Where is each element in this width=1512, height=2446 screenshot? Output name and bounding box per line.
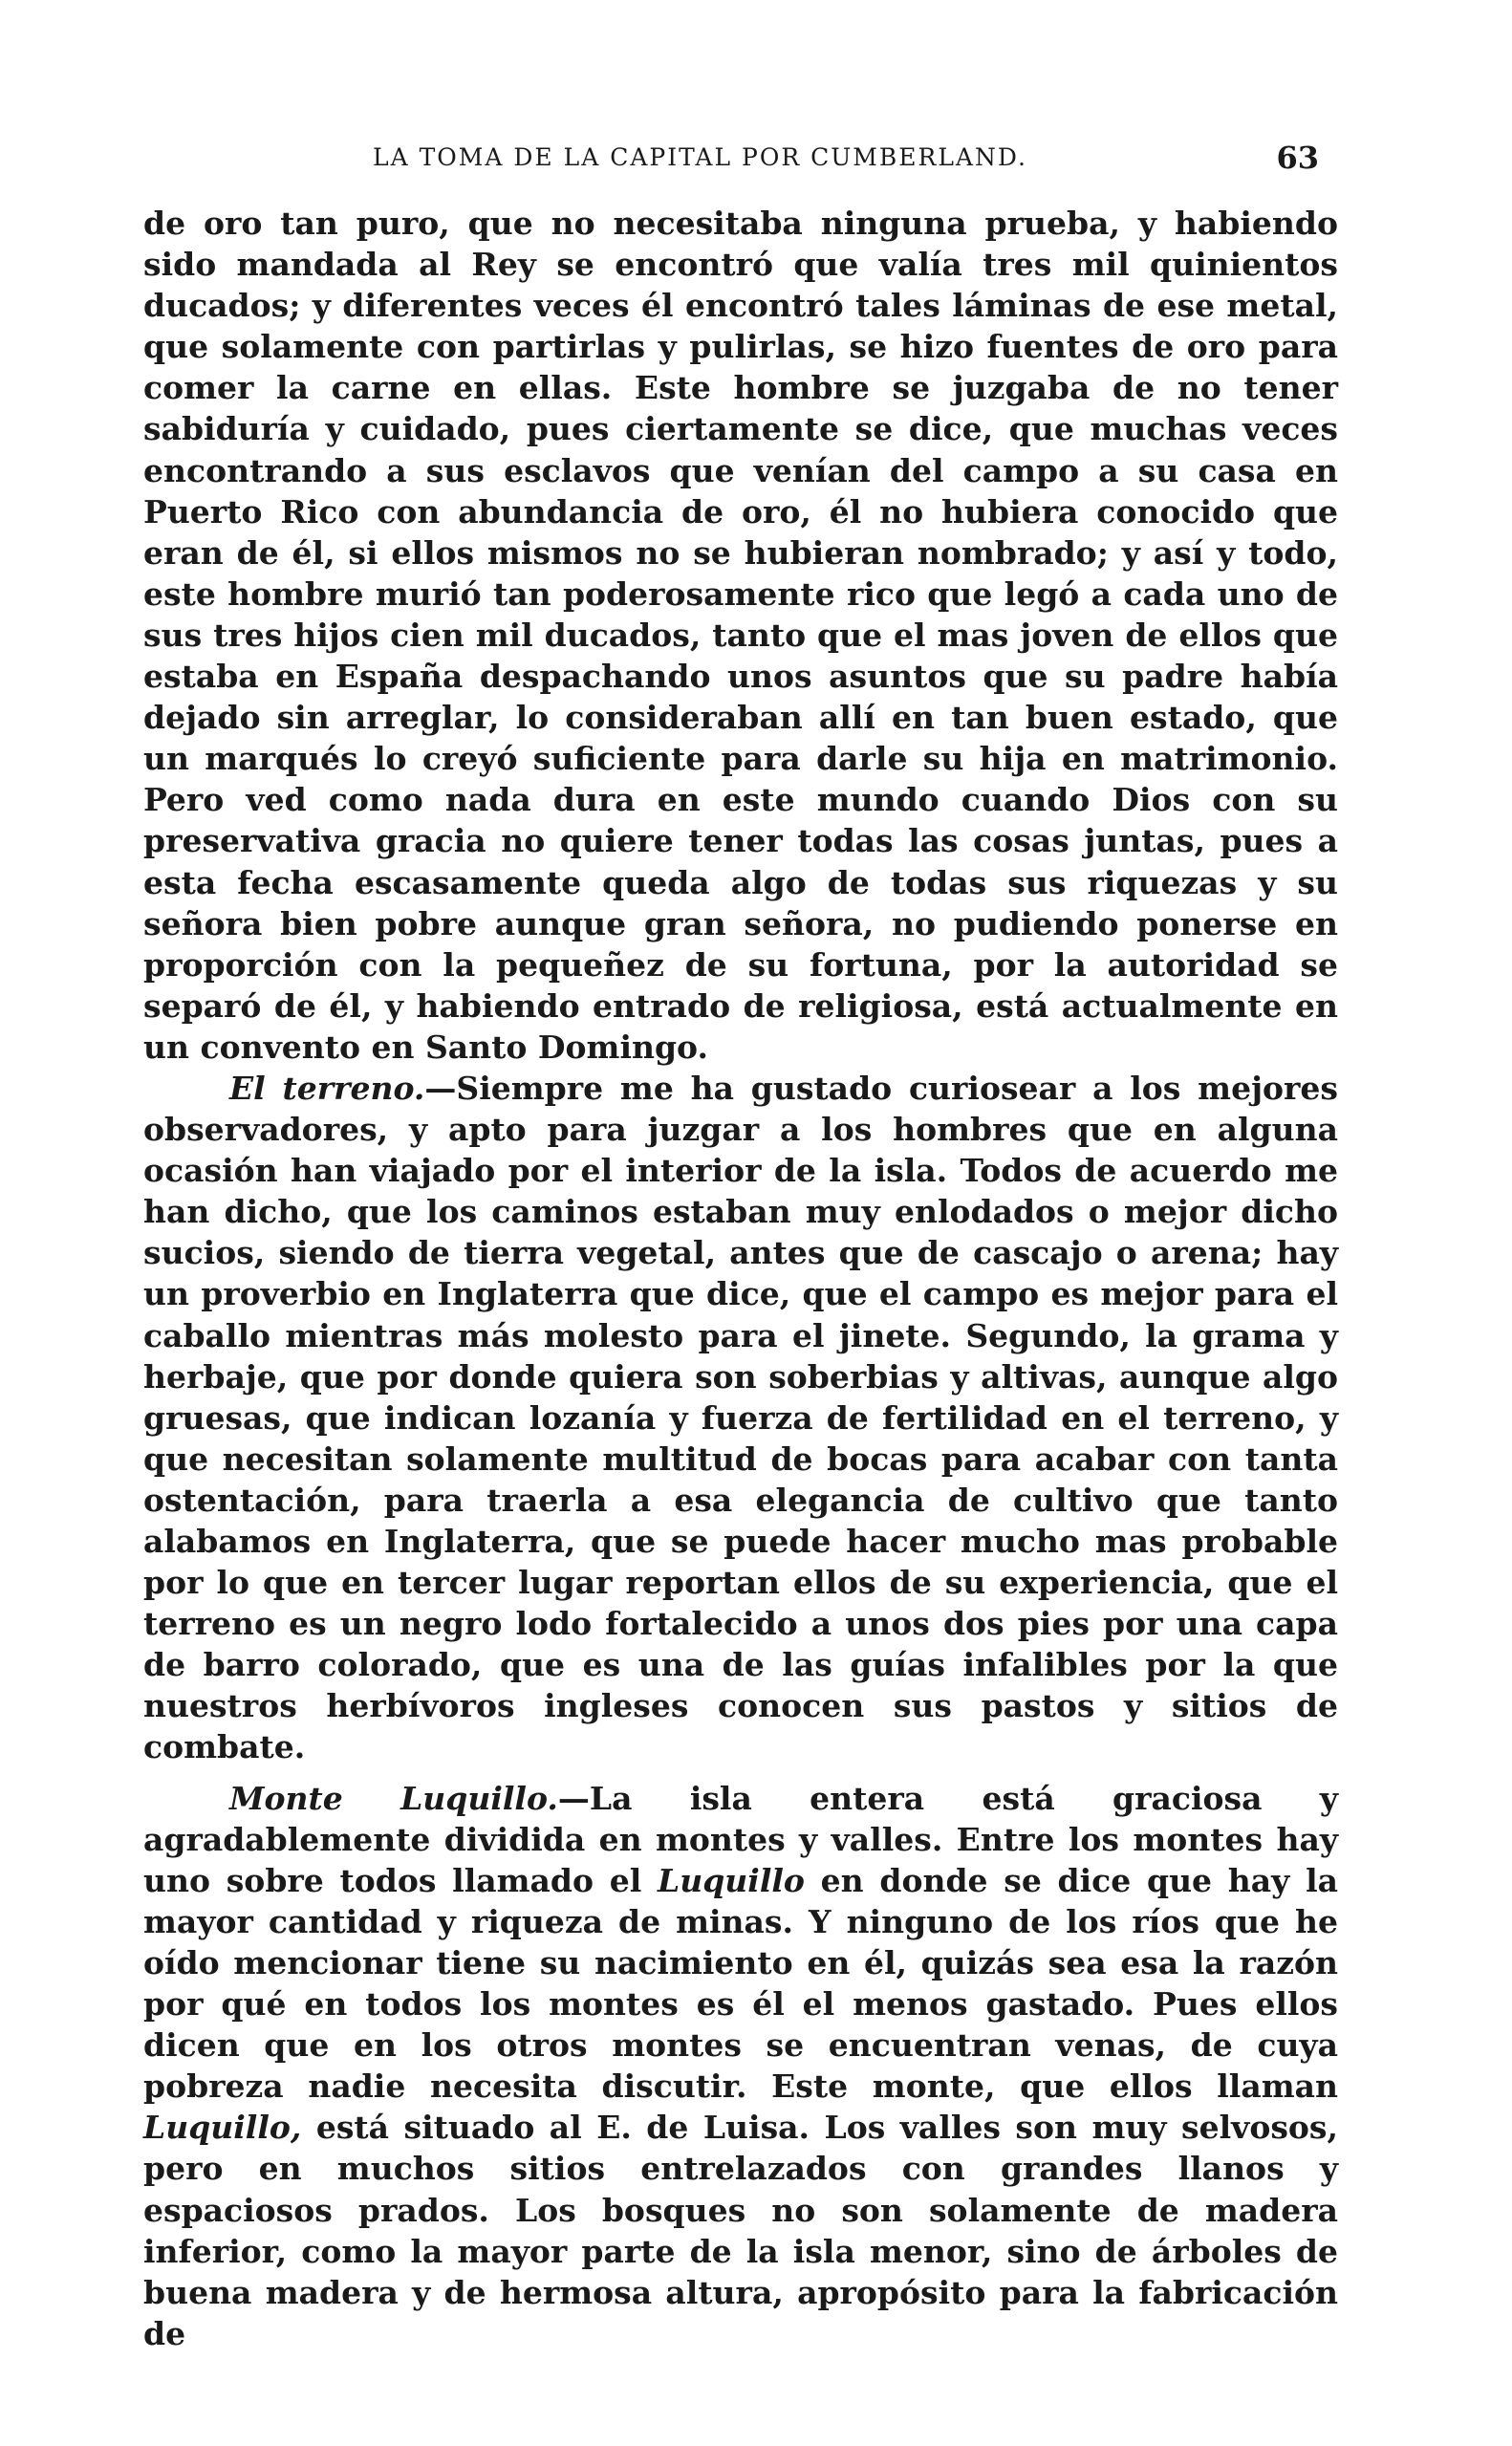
paragraph-monte-luquillo-text-a: —La isla entera está graciosa y agradablemente dividida en montes y valles. Entre los montes hay uno sobre todos llamado el	[143, 1779, 1338, 1899]
page-number: 63	[1276, 140, 1319, 176]
place-name-luquillo-second: Luquillo,	[143, 2109, 302, 2147]
paragraph-el-terreno-text: —Siempre me ha gustado curiosear a los mejores observadores, y apto para juzgar a los hombres que en alguna ocasión han viajado por el interior de la isla. Todos de acuerdo me han dicho, que los caminos estaban muy enlodados o mejor dicho sucios, siendo de tierra vegetal, antes que de cascajo o arena; hay un proverbio en Inglaterra que dice, que el campo es mejor para el caballo mientras más molesto para el jinete. Segundo, la grama y herbaje, que por donde quiera son soberbias y altivas, aunque algo gruesas, que indican lozanía y fuerza de fertilidad en el terreno, y que necesitan solamente multitud de bocas para acabar con tanta ostentación, para traerla a esa elegancia de cultivo que tanto alabamos en Inglaterra, que se puede hacer mucho mas probable por lo que en tercer lugar reportan ellos de su experiencia, que el terreno es un negro lodo fortalecido a unos dos pies por una capa de barro colorado, que es una de las guías infalibles por la que nuestros herbívoros ingleses conocen sus pastos y sitios de combate.	[143, 1069, 1338, 1766]
paragraph-monte-luquillo	[143, 1778, 1338, 2354]
section-heading-monte-luquillo: Monte Luquillo.	[229, 1779, 558, 1817]
paragraph-monte-luquillo-text-b: en donde se dice que hay la mayor cantidad y riqueza de minas. Y ninguno de los ríos que he oído mencionar tiene su nacimiento en él, quizás sea esa la razón por qué en todos los montes es él el menos gastado. Pues ellos dicen que en los otros montes se encuentran venas, de cuya pobreza nadie necesita discutir. Este monte, que ellos llaman	[143, 1861, 1338, 2106]
section-heading-el-terreno: El terreno.	[229, 1069, 425, 1107]
paragraph-gold-story-text: de oro tan puro, que no necesitaba ninguna prueba, y habiendo sido mandada al Rey se encontró que valía tres mil quinientos ducados; y diferentes veces él encontró tales láminas de ese metal, que solamente con partirlas y pulirlas, se hizo fuentes de oro para comer la carne en ellas. Este hombre se juzgaba de no tener sabiduría y cuidado, pues ciertamente se dice, que muchas veces encontrando a sus esclavos que venían del campo a su casa en Puerto Rico con abundancia de oro, él no hubiera conocido que eran de él, si ellos mismos no se hubieran nombrado; y así y todo, este hombre murió tan poderosamente rico que legó a cada uno de sus tres hijos cien mil ducados, tanto que el mas joven de ellos que estaba en España despachando unos asuntos que su padre había dejado sin arreglar, lo consideraban allí en tan buen estado, que un marqués lo creyó suficiente para darle su hija en matrimonio. Pero ved como nada dura en este mundo cuando Dios con su preservativa gracia no quiere tener todas las cosas juntas, pues a esta fecha escasamente queda algo de todas sus riquezas y su señora bien pobre aunque gran señora, no pudiendo ponerse en proporción con la pequeñez de su fortuna, por la autoridad se separó de él, y habiendo entrado de religiosa, está actualmente en un convento en Santo Domingo.	[143, 205, 1338, 1066]
book-page	[143, 140, 1338, 2354]
body-text	[143, 203, 1338, 2354]
paragraph-gold-story	[143, 203, 1338, 1068]
paragraph-monte-luquillo-text-c: está situado al E. de Luisa. Los valles son muy selvosos, pero en muchos sitios entrelazados con grandes llanos y espaciosos prados. Los bosques no son solamente de madera inferior, como la mayor parte de la isla menor, sino de árboles de buena madera y de hermosa altura, apropósito para la fabricación de	[143, 2109, 1338, 2352]
place-name-luquillo: Luquillo	[658, 1861, 805, 1899]
running-head	[143, 140, 1338, 182]
running-title: LA TOMA DE LA CAPITAL POR CUMBERLAND.	[373, 143, 1027, 171]
paragraph-el-terreno	[143, 1068, 1338, 1768]
